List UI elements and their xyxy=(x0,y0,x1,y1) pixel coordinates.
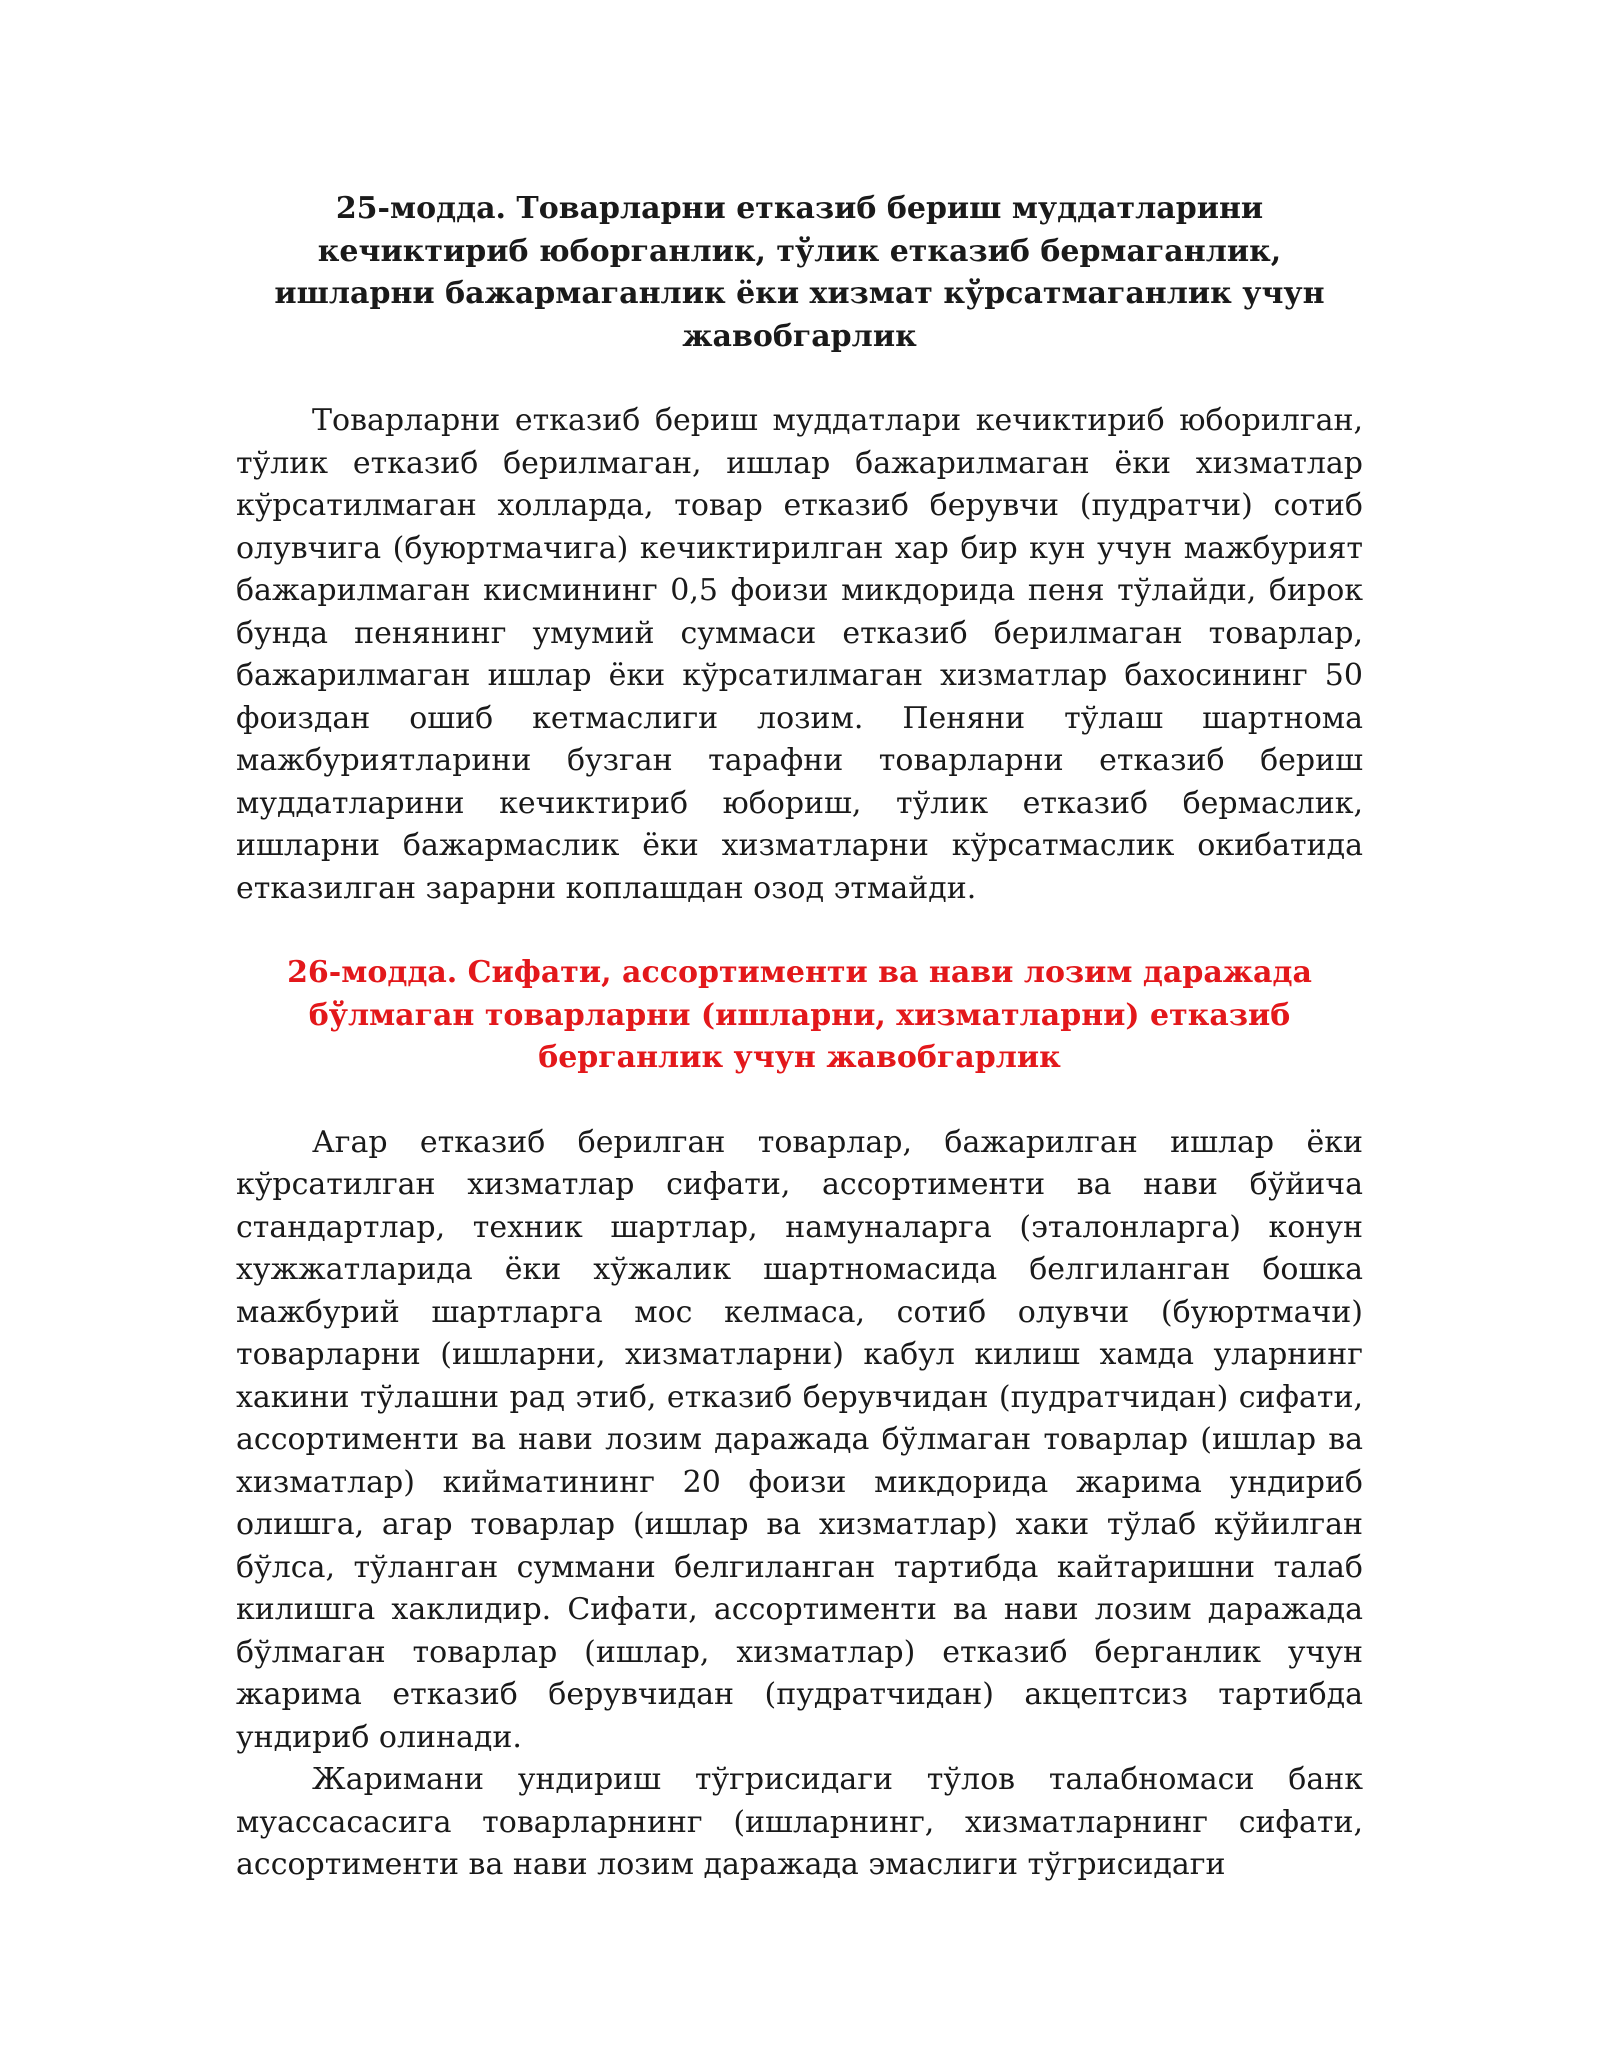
document-page xyxy=(236,188,1363,1887)
article-26-heading: 26-модда. Сифати, ассортименти ва нави лозим даражада бўлмаган товарларни (ишларни, хизматларни) етказиб берганлик учун жавобгарлик xyxy=(287,955,1312,1075)
article-26-paragraph-1: Агар етказиб берилган товарлар, бажарилган ишлар ёки кўрсатилган хизматлар сифати, ассортименти ва нави бўйича стандартлар, техник шартлар, намуналарга (эталонларга) конун хужжатларида ёки хўжалик шартномасида белгиланган бошка мажбурий шартларга мос келмаса, сотиб олувчи (буюртмачи) товарларни (ишларни, хизматларни) кабул килиш хамда уларнинг хакини тўлашни рад этиб, етказиб берувчидан (пудратчидан) сифати, ассортименти ва нави лозим даражада бўлмаган товарлар (ишлар ва хизматлар) кийматининг 20 фоизи микдорида жарима ундириб олишга, агар товарлар (ишлар ва хизматлар) хаки тўлаб кўйилган бўлса, тўланган суммани белгиланган тартибда кайтаришни талаб килишга хаклидир. Сифати, ассортименти ва нави лозим даражада бўлмаган товарлар (ишлар, хизматлар) етказиб берганлик учун жарима етказиб берувчидан (пудратчидан) акцептсиз тартибда ундириб олинади. xyxy=(236,1124,1363,1755)
article-25-heading: 25-модда. Товарларни етказиб бериш муддатларини кечиктириб юборганлик, тўлик етказиб бермаганлик, ишларни бажармаганлик ёки хизмат кўрсатмаганлик учун жавобгарлик xyxy=(274,191,1325,354)
article-26-paragraph-2: Жаримани ундириш тўгрисидаги тўлов талабномаси банк муассасасига товарларнинг (ишларнинг, хизматларнинг сифати, ассортименти ва нави лозим даражада эмаслиги тўгрисидаги xyxy=(236,1762,1363,1882)
article-25-paragraph: Товарларни етказиб бериш муддатлари кечиктириб юборилган, тўлик етказиб берилмаган, ишлар бажарилмаган ёки хизматлар кўрсатилмаган холларда, товар етказиб берувчи (пудратчи) сотиб олувчига (буюртмачига) кечиктирилган хар бир кун учун мажбурият бажарилмаган кисмининг 0,5 фоизи микдорида пеня тўлайди, бирок бунда пенянинг умумий суммаси етказиб берилмаган товарлар, бажарилмаган ишлар ёки кўрсатилмаган хизматлар бахосининг 50 фоиздан ошиб кетмаслиги лозим. Пеняни тўлаш шартнома мажбуриятларини бузган тарафни товарларни етказиб бериш муддатларини кечиктириб юбориш, тўлик етказиб бермаслик, ишларни бажармаслик ёки хизматларни кўрсатмаслик окибатида етказилган зарарни коплашдан озод этмайди. xyxy=(236,403,1363,906)
